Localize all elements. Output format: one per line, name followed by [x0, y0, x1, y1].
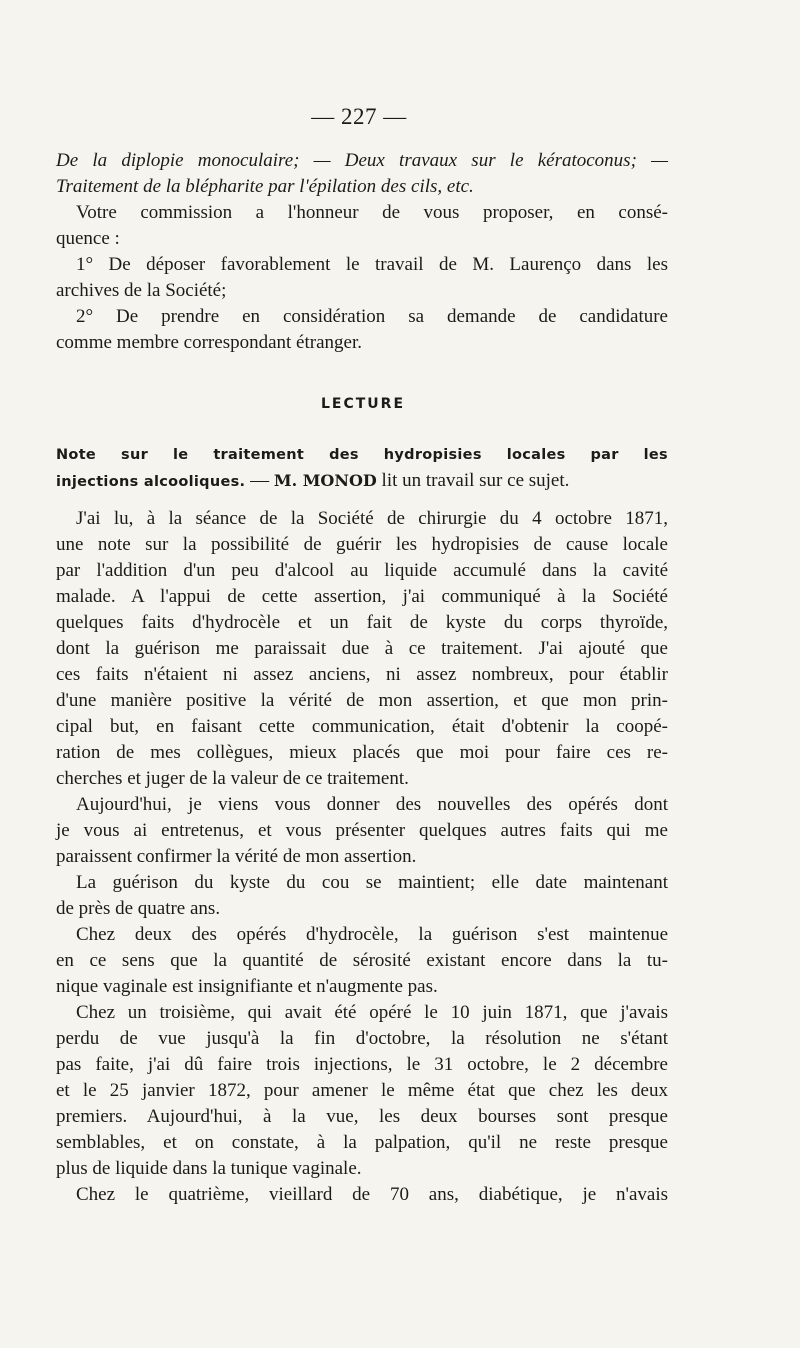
body-line-8: d'une manière positive la vérité de mon assertion, et que mon prin-: [56, 690, 668, 711]
opening-line-1: De la diplopie monoculaire; — Deux travaux sur le kératoconus; —: [56, 150, 668, 171]
body-line-11: cherches et juger de la valeur de ce traitement.: [56, 768, 409, 789]
commission-paragraph: [56, 200, 668, 356]
body-line-5: quelques faits d'hydrocèle et un fait de kyste du corps thyroïde,: [56, 612, 668, 633]
body-line-10: ration de mes collègues, mieux placés que moi pour faire ces re-: [56, 742, 668, 763]
body-line-1: J'ai lu, à la séance de la Société de chirurgie du 4 octobre 1871,: [76, 508, 668, 529]
body-line-3: par l'addition d'un peu d'alcool au liquide accumulé dans la cavité: [56, 560, 668, 581]
lecture-title-line-2: [56, 468, 668, 494]
body-line-25: semblables, et on constate, à la palpation, qu'il ne reste presque: [56, 1132, 668, 1153]
commission-line-5: 2° De prendre en considération sa demande de candidature: [76, 306, 668, 327]
body-line-21: perdu de vue jusqu'à la fin d'octobre, la résolution ne s'étant: [56, 1028, 668, 1049]
page-number: — 227 —: [311, 104, 407, 129]
commission-line-1: Votre commission a l'honneur de vous proposer, en consé-: [76, 202, 668, 223]
body-line-22: pas faite, j'ai dû faire trois injections, le 31 octobre, le 2 décembre: [56, 1054, 668, 1075]
body-line-9: cipal but, en faisant cette communication, était d'obtenir la coopé-: [56, 716, 668, 737]
lecture-title-rest: lit un travail sur ce sujet.: [376, 470, 570, 491]
body-line-6: dont la guérison me paraissait due à ce traitement. J'ai ajouté que: [56, 638, 668, 659]
body-line-12: Aujourd'hui, je viens vous donner des nouvelles des opérés dont: [76, 794, 668, 815]
lecture-title-line-1: Note sur le traitement des hydropisies locales par les: [56, 447, 668, 463]
commission-line-4: archives de la Société;: [56, 280, 227, 301]
body-line-24: premiers. Aujourd'hui, à la vue, les deux bourses sont presque: [56, 1106, 668, 1127]
body-line-27: Chez le quatrième, vieillard de 70 ans, diabétique, je n'avais: [76, 1184, 668, 1205]
body-line-2: une note sur la possibilité de guérir les hydropisies de cause locale: [56, 534, 668, 555]
opening-paragraph: [56, 148, 668, 200]
body-line-13: je vous ai entretenus, et vous présenter quelques autres faits qui me: [56, 820, 668, 841]
body-line-14: paraissent confirmer la vérité de mon assertion.: [56, 846, 417, 867]
opening-line-2: Traitement de la blépharite par l'épilation des cils, etc.: [56, 176, 474, 197]
body-text: [56, 506, 668, 1208]
body-line-23: et le 25 janvier 1872, pour amener le même état que chez les deux: [56, 1080, 668, 1101]
section-heading: LECTURE: [320, 396, 406, 412]
commission-line-2: quence :: [56, 228, 120, 249]
commission-line-3: 1° De déposer favorablement le travail de M. Laurenço dans les: [76, 254, 668, 275]
commission-line-6: comme membre correspondant étranger.: [56, 332, 362, 353]
body-line-15: La guérison du kyste du cou se maintient; elle date maintenant: [76, 872, 668, 893]
body-line-26: plus de liquide dans la tunique vaginale.: [56, 1158, 362, 1179]
body-line-18: en ce sens que la quantité de sérosité existant encore dans la tu-: [56, 950, 668, 971]
lecture-title: [56, 442, 668, 494]
lecture-title-dash: —: [245, 470, 274, 491]
body-line-7: ces faits n'étaient ni assez anciens, ni assez nombreux, pour établir: [56, 664, 668, 685]
body-line-4: malade. A l'appui de cette assertion, j'ai communiqué à la Société: [56, 586, 668, 607]
body-line-19: nique vaginale est insignifiante et n'augmente pas.: [56, 976, 438, 997]
author-name: M. MONOD: [273, 471, 377, 490]
body-line-17: Chez deux des opérés d'hydrocèle, la guérison s'est maintenue: [76, 924, 668, 945]
lecture-title-bold: injections alcooliques.: [56, 474, 246, 490]
body-line-16: de près de quatre ans.: [56, 898, 221, 919]
body-line-20: Chez un troisième, qui avait été opéré le 10 juin 1871, que j'avais: [76, 1002, 668, 1023]
